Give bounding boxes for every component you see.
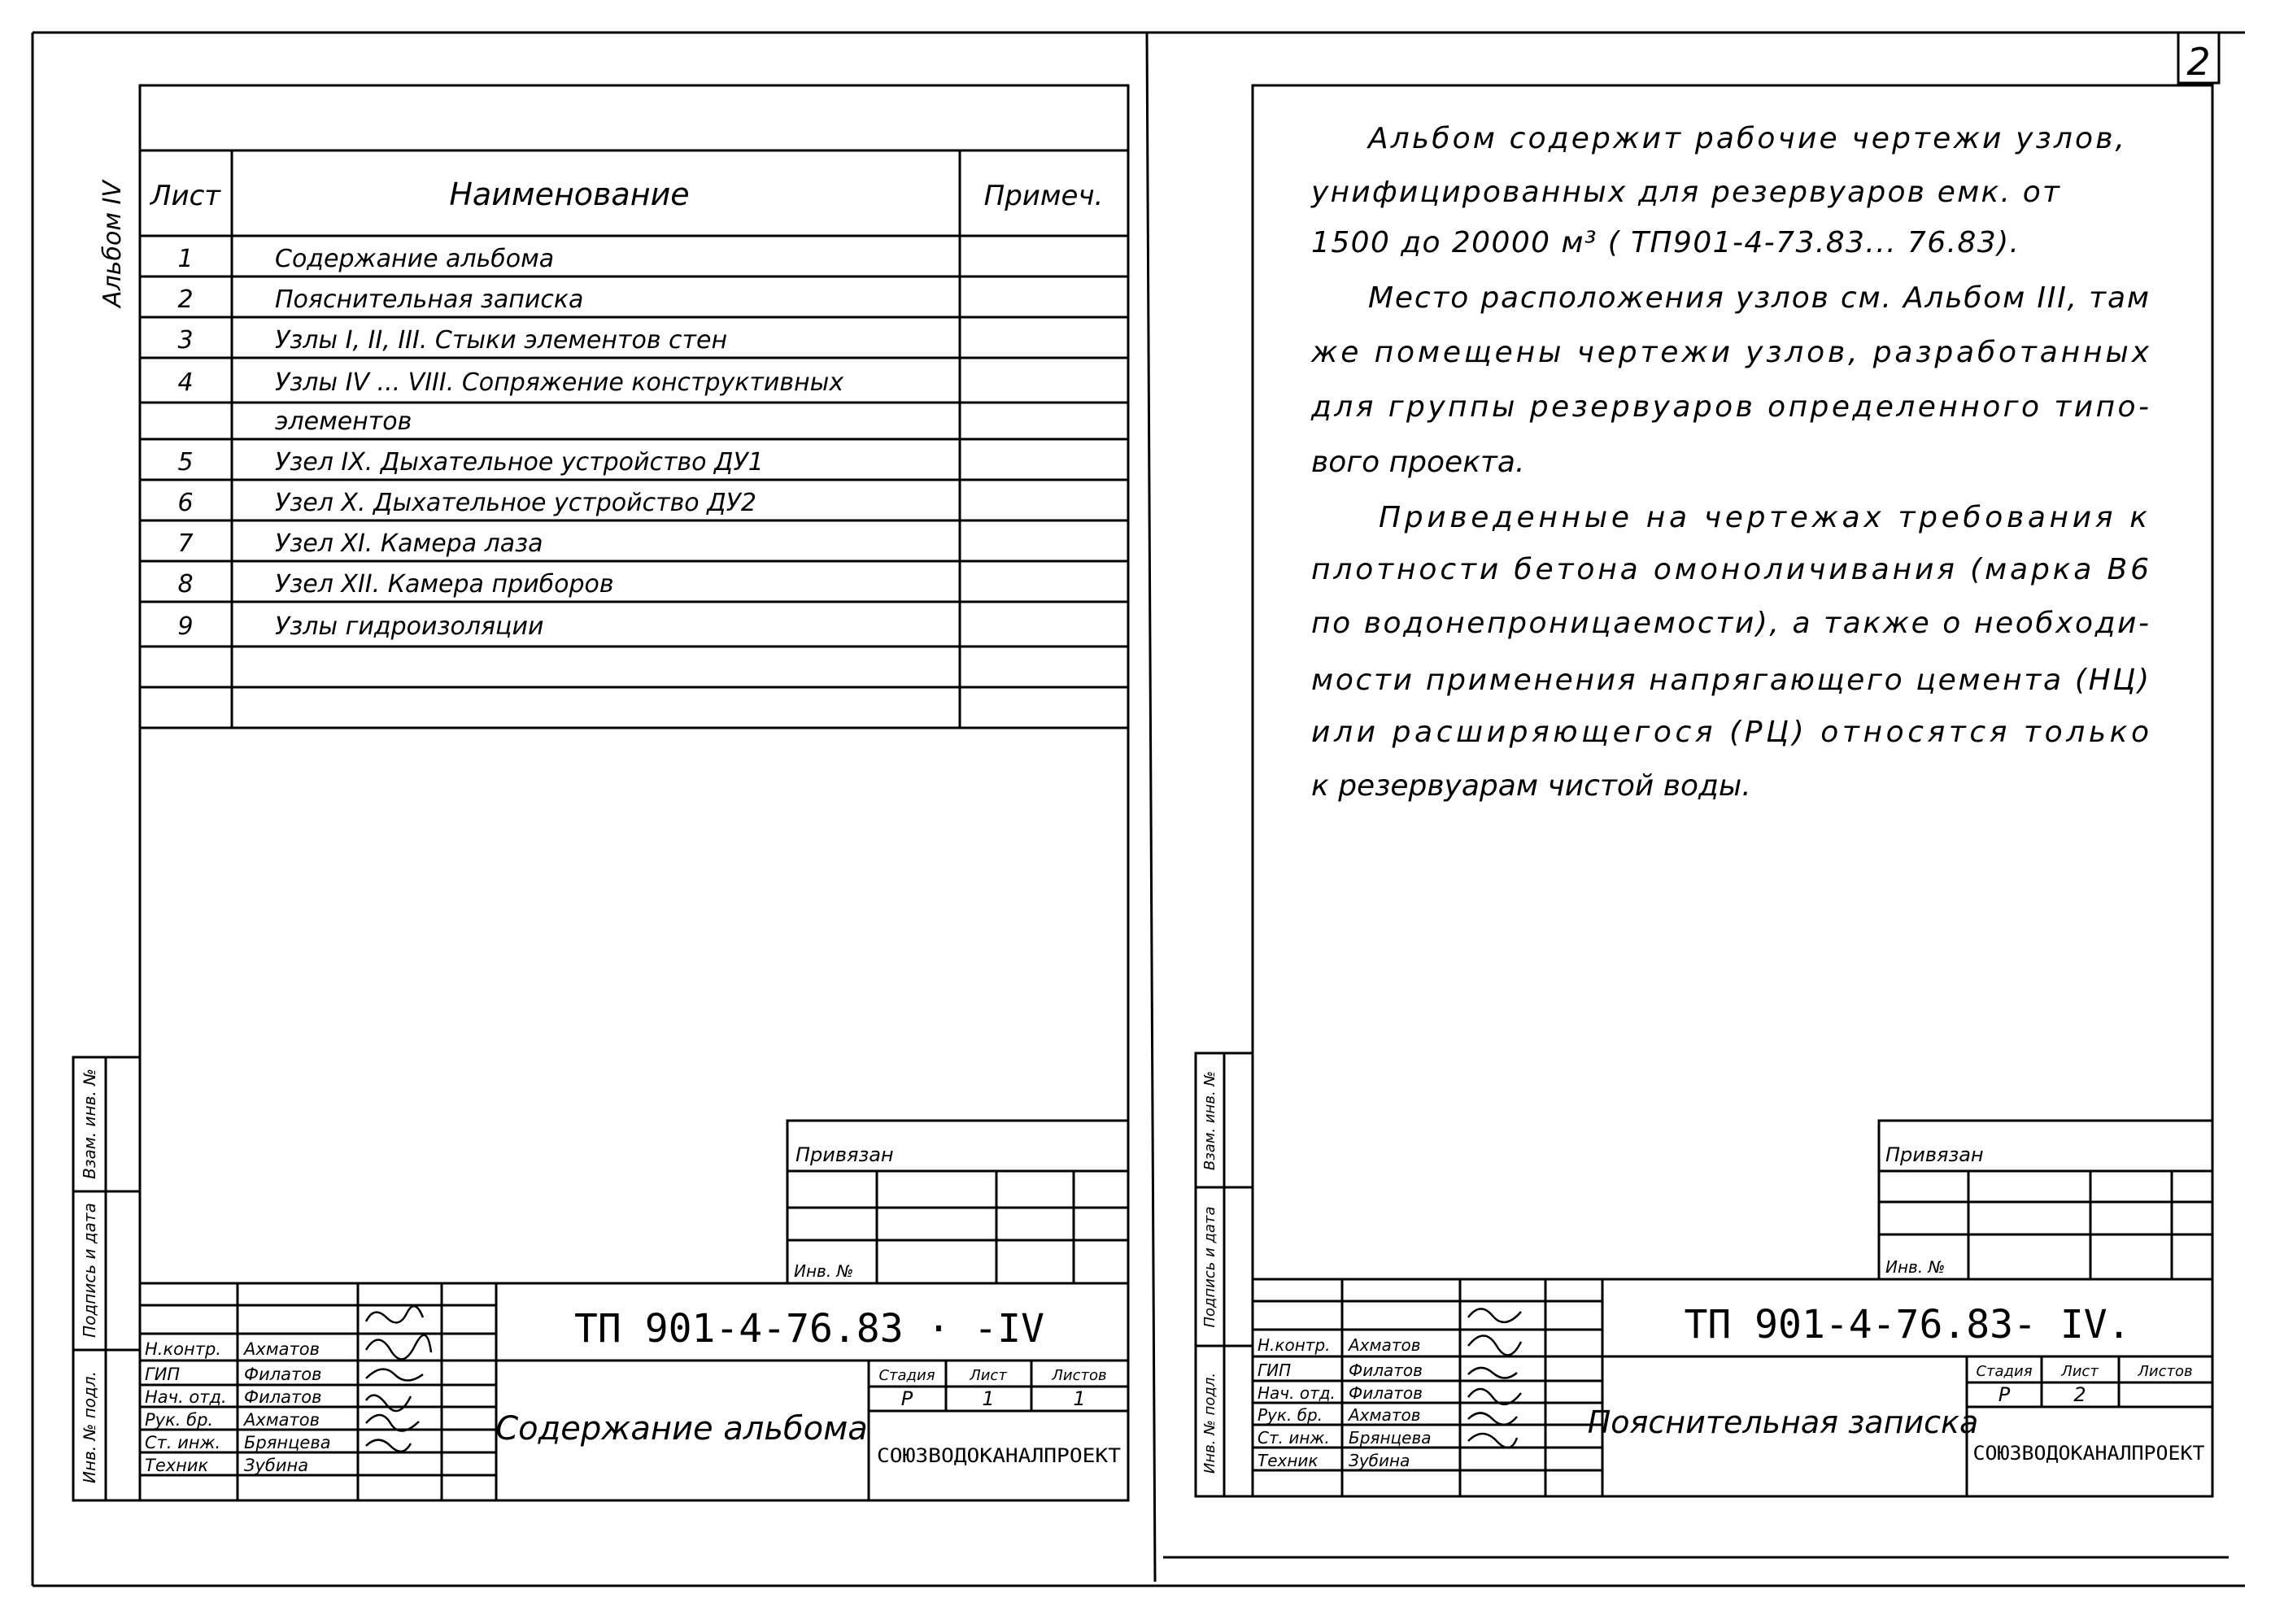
stamp-stage-value: Р xyxy=(1998,1383,2011,1406)
stamp-person: Ахматов xyxy=(244,1339,320,1359)
toc-row-name: Узел X. Дыхательное устройство ДУ2 xyxy=(275,489,757,517)
toc-row-sheet: 7 xyxy=(177,529,194,558)
margin-label-signature: Подпись и дата xyxy=(1201,1206,1218,1328)
stamp-person: Филатов xyxy=(1349,1383,1423,1403)
stamp-role: Нач. отд. xyxy=(145,1387,227,1407)
stamp-person: Брянцева xyxy=(244,1433,331,1452)
stamp-role: ГИП xyxy=(145,1365,181,1384)
privyazan-inv-label: Инв. № xyxy=(1885,1257,1946,1277)
note-paragraph-line: Место расположения узлов см. Альбом III, там xyxy=(1368,281,2149,315)
left-title-block xyxy=(145,1306,1121,1475)
right-margin-strip-labels xyxy=(1201,1071,1218,1474)
toc-header-sheet: Лист xyxy=(150,180,221,212)
stamp-code: ТП 901-4-76.83 · -IV xyxy=(574,1306,1044,1352)
stamp-person: Филатов xyxy=(1349,1361,1423,1380)
margin-label-replace: Взам. инв. № xyxy=(80,1069,99,1179)
toc-row-name: Узел IX. Дыхательное устройство ДУ1 xyxy=(275,448,764,477)
stamp-stage-value: 1 xyxy=(982,1387,995,1410)
right-title-block xyxy=(1258,1302,2205,1470)
note-paragraph-line: по водонепроницаемости), а также о необходи- xyxy=(1311,607,2149,640)
toc-row-name: Пояснительная записка xyxy=(275,285,584,314)
note-paragraph-line: для группы резервуаров определенного типо- xyxy=(1311,390,2149,424)
stamp-stage-value: Р xyxy=(900,1387,913,1410)
note-paragraph-line: Альбом содержит рабочие чертежи узлов, xyxy=(1368,122,2125,155)
note-paragraph-line: или расширяющегося (РЦ) относятся только xyxy=(1311,716,2149,749)
stamp-stage-header: Листов xyxy=(2138,1363,2193,1380)
toc-row-name: Содержание альбома xyxy=(275,245,555,273)
stamp-role: Нач. отд. xyxy=(1258,1383,1336,1403)
stamp-person: Филатов xyxy=(244,1387,322,1407)
left-privyazan xyxy=(794,1143,894,1281)
stamp-person: Зубина xyxy=(1349,1451,1410,1470)
stamp-person: Ахматов xyxy=(244,1410,320,1430)
stamp-role: Рук. бр. xyxy=(1258,1405,1323,1425)
stamp-person: Зубина xyxy=(244,1456,309,1475)
note-paragraph-line: унифицированных для резервуаров емк. от xyxy=(1311,176,2060,209)
note-paragraph-line: плотности бетона омоноличивания (марка В6 xyxy=(1311,553,2149,586)
stamp-stage-header: Лист xyxy=(2061,1363,2099,1380)
toc-row-sheet: 2 xyxy=(177,285,194,314)
toc-row-name: Узел XI. Камера лаза xyxy=(275,529,543,558)
stamp-person: Филатов xyxy=(244,1365,322,1384)
stamp-stage-header: Листов xyxy=(1052,1367,1107,1384)
note-paragraph-line: Приведенные на чертежах требования к xyxy=(1379,501,2147,534)
toc-row-sheet: 9 xyxy=(177,612,194,641)
stamp-role: ГИП xyxy=(1258,1361,1292,1380)
toc-row-name: Узлы гидроизоляции xyxy=(275,612,544,641)
stamp-stage-header: Стадия xyxy=(1976,1363,2033,1380)
stamp-title: Содержание альбома xyxy=(495,1410,868,1448)
stamp-stage-value: 2 xyxy=(2073,1383,2086,1406)
toc-row-sheet: 8 xyxy=(177,570,194,599)
margin-label-signature: Подпись и дата xyxy=(80,1203,99,1338)
toc-header-note: Примеч. xyxy=(983,180,1104,212)
toc-row-sheet: 3 xyxy=(177,326,194,355)
stamp-stage-header: Лист xyxy=(970,1367,1007,1384)
toc-row-name: Узлы IV ... VIII. Сопряжение конструктивных xyxy=(275,368,844,397)
toc-header-name: Наименование xyxy=(449,176,690,212)
toc-row-sheet: 1 xyxy=(177,245,194,273)
note-paragraph-line: мости применения напрягающего цемента (НЦ) xyxy=(1311,664,2149,697)
note-paragraph-line: же помещены чертежи узлов, разработанных xyxy=(1311,336,2149,369)
explanatory-note-body xyxy=(1310,122,2150,803)
stamp-organization: СОЮЗВОДОКАНАЛПРОЕКТ xyxy=(877,1444,1121,1467)
stamp-role: Ст. инж. xyxy=(145,1433,221,1452)
privyazan-label: Привязан xyxy=(1885,1143,1984,1166)
toc-row-sheet: 5 xyxy=(177,448,194,477)
note-paragraph-line: к резервуарам чистой воды. xyxy=(1311,769,1751,803)
note-paragraph-line: 1500 до 20000 м³ ( ТП901-4-73.83... 76.83). xyxy=(1311,226,2019,259)
toc-row-name: Узел XII. Камера приборов xyxy=(275,570,614,599)
privyazan-inv-label: Инв. № xyxy=(794,1261,854,1281)
stamp-title: Пояснительная записка xyxy=(1587,1404,1979,1440)
margin-label-replace: Взам. инв. № xyxy=(1201,1070,1218,1171)
margin-label-inv: Инв. № подл. xyxy=(1201,1372,1218,1474)
toc-row-sheet: 4 xyxy=(177,368,194,397)
stamp-role: Ст. инж. xyxy=(1258,1428,1330,1448)
stamp-role: Н.контр. xyxy=(145,1339,221,1359)
stamp-code: ТП 901-4-76.83- IV. xyxy=(1684,1302,2131,1348)
note-paragraph-line: вого проекта. xyxy=(1311,446,1525,479)
album-side-label: Альбом IV xyxy=(98,181,127,307)
toc-row-sheet: 6 xyxy=(177,489,194,517)
margin-label-inv: Инв. № подл. xyxy=(80,1371,99,1483)
left-margin-strip-labels xyxy=(80,1069,99,1483)
stamp-person: Ахматов xyxy=(1349,1335,1421,1355)
stamp-organization: СОЮЗВОДОКАНАЛПРОЕКТ xyxy=(1972,1442,2205,1465)
privyazan-label: Привязан xyxy=(795,1143,894,1166)
stamp-stage-header: Стадия xyxy=(878,1367,935,1384)
stamp-person: Ахматов xyxy=(1349,1405,1421,1425)
stamp-stage-value: 1 xyxy=(1073,1387,1086,1410)
stamp-role: Техник xyxy=(145,1456,209,1475)
stamp-role: Техник xyxy=(1258,1451,1319,1470)
toc-row-name: Узлы I, II, III. Стыки элементов стен xyxy=(275,326,728,355)
stamp-person: Брянцева xyxy=(1349,1428,1432,1448)
toc-row-name: элементов xyxy=(275,407,412,436)
page-number: 2 xyxy=(2186,40,2211,84)
stamp-role: Н.контр. xyxy=(1258,1335,1331,1355)
stamp-role: Рук. бр. xyxy=(145,1410,214,1430)
